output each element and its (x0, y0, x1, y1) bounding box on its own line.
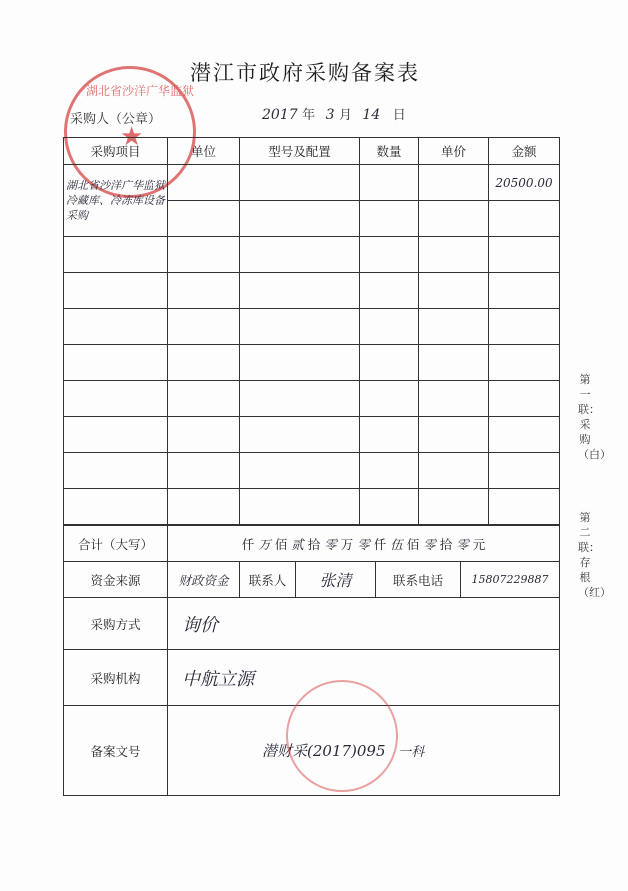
table-row (64, 381, 560, 417)
date-month: 3 (325, 107, 335, 123)
total-part-hw: 零 (456, 536, 469, 552)
header-item: 采购项目 (64, 138, 168, 165)
total-part: 仟 (373, 536, 387, 552)
total-part: 万 (340, 536, 354, 552)
purchaser-seal-text: 湖北省沙洋广华监狱 (86, 84, 195, 98)
contact-value: 张清 (296, 562, 376, 598)
total-part: 佰 (406, 536, 420, 552)
table-row (64, 309, 560, 345)
date-month-suffix: 月 (338, 108, 352, 123)
date-day-suffix: 日 (392, 108, 406, 123)
header-qty: 数量 (360, 138, 419, 165)
phone-label: 联系电话 (376, 562, 461, 598)
side-note-copy-2: 第二联：存根（红） (578, 511, 611, 599)
filing-stamp-suffix: 一科 (398, 745, 425, 760)
purchaser-label: 采购人（公章） (70, 112, 162, 127)
table-row (64, 345, 560, 381)
agency-label: 采购机构 (64, 650, 168, 706)
date-day: 14 (362, 107, 381, 123)
total-part-hw: 零 (423, 536, 436, 552)
method-row (64, 598, 560, 650)
table-row (64, 453, 560, 489)
total-value (168, 526, 560, 562)
funding-value: 财政资金 (168, 562, 240, 598)
form-title: 潜江市政府采购备案表 (190, 61, 420, 85)
total-part-hw: 伍 (390, 536, 403, 552)
header-price: 单价 (419, 138, 489, 165)
phone-value: 15807229887 (461, 562, 560, 598)
date-year: 2017 (262, 107, 298, 123)
seal-star-icon: ★ (120, 122, 144, 152)
row-qty (360, 165, 419, 201)
side-note-copy-1: 第一联：采购（白） (578, 373, 611, 461)
table-row (64, 489, 560, 525)
total-part-hw: 零 (357, 536, 370, 552)
table-row (64, 417, 560, 453)
header-amount: 金额 (489, 138, 560, 165)
table-header-row (64, 138, 560, 165)
total-part-hw: 万 (258, 536, 271, 552)
total-row (64, 526, 560, 562)
funding-row (64, 562, 560, 598)
funding-label: 资金来源 (64, 562, 168, 598)
total-part: 拾 (439, 536, 453, 552)
row-price (419, 165, 489, 201)
table-row (64, 237, 560, 273)
total-part: 佰 (274, 536, 288, 552)
method-label: 采购方式 (64, 598, 168, 650)
date-year-suffix: 年 (302, 108, 316, 123)
filing-label: 备案文号 (64, 706, 168, 796)
total-part-hw: 贰 (291, 536, 304, 552)
finance-bureau-seal (286, 680, 398, 792)
table-row (64, 165, 560, 201)
header-unit: 单位 (168, 138, 240, 165)
contact-label: 联系人 (240, 562, 296, 598)
total-part: 元 (472, 536, 486, 552)
header-model: 型号及配置 (240, 138, 360, 165)
total-part: 仟 (241, 536, 255, 552)
date-line (262, 104, 406, 123)
total-label: 合计（大写） (64, 526, 168, 562)
filing-number: 潜财采(2017)095 (262, 742, 386, 760)
row-amount: 20500.00 (489, 165, 560, 201)
agency-value: 中航立源 (168, 650, 560, 706)
item-table (63, 137, 560, 525)
total-part-hw: 零 (324, 536, 337, 552)
total-part: 拾 (307, 536, 321, 552)
row-item: 湖北省沙洋广华监狱冷藏库、冷冻库设备采购 (64, 165, 168, 237)
row-model (240, 165, 360, 201)
row-unit (168, 165, 240, 201)
method-value: 询价 (168, 598, 560, 650)
table-row (64, 273, 560, 309)
